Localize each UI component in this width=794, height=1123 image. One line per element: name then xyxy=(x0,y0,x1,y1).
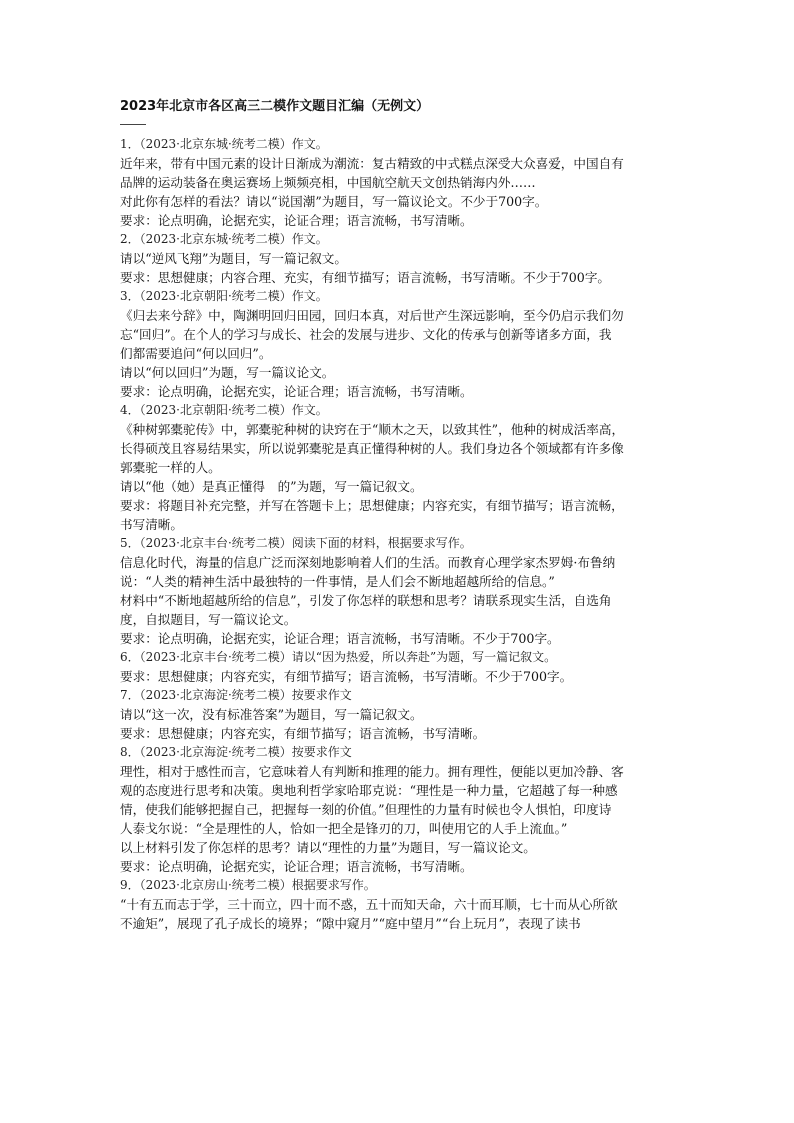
question-text-line: 情，使我们能够把握自己，把握每一刻的价值。”但理性的力量有时候也令人惧怕，印度诗 xyxy=(120,802,612,817)
question-text-line: 人泰戈尔说：“全是理性的人，恰如一把全是锋刃的刀，叫使用它的人手上流血。” xyxy=(120,821,568,836)
question-text-line: 长得硕茂且容易结果实，所以说郭橐驼是真正懂得种树的人。我们身边各个领域都有许多像 xyxy=(120,441,624,456)
title-rule xyxy=(120,124,146,125)
question-text-line: 要求：思想健康；内容充实，有细节描写；语言流畅，书写清晰。不少于700字。 xyxy=(120,669,573,684)
question-heading: 4．（2023·北京朝阳·统考二模）作文。 xyxy=(120,403,328,417)
question-text-line: 要求：思想健康；内容充实，有细节描写；语言流畅，书写清晰。 xyxy=(120,726,486,741)
question-text-line: 《种树郭橐驼传》中，郭橐驼种树的诀窍在于“顺木之天，以致其性”，他种的树成活率高， xyxy=(120,422,625,437)
question-text-line: 不逾矩”，展现了孔子成长的境界；“隙中窥月”“庭中望月”“台上玩月”，表现了读书 xyxy=(120,916,581,931)
document-title: 2023年北京市各区高三二模作文题目汇编（无例文） xyxy=(120,99,430,114)
question-text-line: 说：“人类的精神生活中最独特的一件事情，是人们会不断地超越所给的信息。” xyxy=(120,574,555,589)
question-heading: 9．（2023·北京房山·统考二模）根据要求写作。 xyxy=(120,878,376,892)
question-text-line: 要求：论点明确，论据充实，论证合理；语言流畅，书写清晰。不少于700字。 xyxy=(120,631,560,646)
question-item xyxy=(120,401,686,534)
question-heading: 2．（2023·北京东城·统考二模）作文。 xyxy=(120,232,328,246)
question-text-line: 《归去来兮辞》中，陶渊明回归田园，回归本真，对后世产生深远影响，至今仍启示我们勿 xyxy=(120,308,624,323)
question-item xyxy=(120,135,686,230)
question-text-line: 要求：将题目补充完整，并写在答题卡上；思想健康；内容充实，有细节描写；语言流畅， xyxy=(120,498,624,513)
question-text-line: 近年来，带有中国元素的设计日渐成为潮流：复古精致的中式糕点深受大众喜爱，中国自有 xyxy=(120,156,624,171)
question-heading: 1．（2023·北京东城·统考二模）作文。 xyxy=(120,137,328,151)
question-text-line: 请以“何以回归”为题，写一篇议论文。 xyxy=(120,365,335,380)
question-list xyxy=(120,135,686,933)
question-text-line: 请以“逆风飞翔”为题目，写一篇记叙文。 xyxy=(120,251,347,266)
question-heading: 5．（2023·北京丰台·统考二模）阅读下面的材料，根据要求写作。 xyxy=(120,536,472,550)
question-item xyxy=(120,648,686,686)
question-text-line: 要求：思想健康；内容合理、充实，有细节描写；语言流畅，书写清晰。不少于700字。 xyxy=(120,270,611,285)
question-text-line: 郭橐驼一样的人。 xyxy=(120,460,221,475)
question-text-line: 信息化时代，海量的信息广泛而深刻地影响着人们的生活。而教育心理学家杰罗姆·布鲁纳 xyxy=(120,555,616,570)
question-text-line: 度，自拟题目，写一篇议论文。 xyxy=(120,612,297,627)
question-item xyxy=(120,876,686,933)
question-text-line: 以上材料引发了你怎样的思考？请以“理性的力量”为题目，写一篇议论文。 xyxy=(120,840,536,855)
question-text-line: 要求：论点明确，论据充实，论证合理；语言流畅，书写清晰。 xyxy=(120,384,473,399)
question-text-line: 要求：论点明确，论据充实，论证合理；语言流畅，书写清晰。 xyxy=(120,859,473,874)
question-heading: 6．（2023·北京丰台·统考二模）请以“因为热爱，所以奔赴”为题，写一篇记叙文。 xyxy=(120,650,557,664)
question-text-line: 书写清晰。 xyxy=(120,517,183,532)
question-text-line: “十有五而志于学，三十而立，四十而不惑，五十而知天命，六十而耳顺，七十而从心所欲 xyxy=(120,897,618,912)
question-item xyxy=(120,534,686,648)
question-item xyxy=(120,686,686,743)
question-text-line: 请以“这一次，没有标准答案”为题目，写一篇记叙文。 xyxy=(120,707,423,722)
question-text-line: 观的态度进行思考和决策。奥地利哲学家哈耶克说：“理性是一种力量，它超越了每一种感 xyxy=(120,783,618,798)
question-text-line: 们都需要追问“何以回归”。 xyxy=(120,346,272,361)
question-text-line: 忘“回归”。在个人的学习与成长、社会的发展与进步、文化的传承与创新等诸多方面，我 xyxy=(120,327,612,342)
question-item xyxy=(120,287,686,401)
question-text-line: 请以“他（她）是真正懂得 的”为题，写一篇记叙文。 xyxy=(120,479,423,494)
question-text-line: 理性，相对于感性而言，它意味着人有判断和推理的能力。拥有理性，便能以更加冷静、客 xyxy=(120,764,624,779)
question-text-line: 材料中“不断地超越所给的信息”，引发了你怎样的联想和思考？请联系现实生活，自选角 xyxy=(120,593,612,608)
question-text-line: 要求：论点明确，论据充实，论证合理；语言流畅，书写清晰。 xyxy=(120,213,473,228)
question-item xyxy=(120,743,686,876)
question-heading: 8．（2023·北京海淀·统考二模）按要求作文 xyxy=(120,745,352,759)
question-heading: 7．（2023·北京海淀·统考二模）按要求作文 xyxy=(120,688,352,702)
question-heading: 3．（2023·北京朝阳·统考二模）作文。 xyxy=(120,289,328,303)
question-text-line: 对此你有怎样的看法？请以“说国潮”为题目，写一篇议论文。不少于700字。 xyxy=(120,194,548,209)
question-text-line: 品牌的运动装备在奥运赛场上频频亮相，中国航空航天文创热销海内外…… xyxy=(120,175,536,190)
question-item xyxy=(120,230,686,287)
